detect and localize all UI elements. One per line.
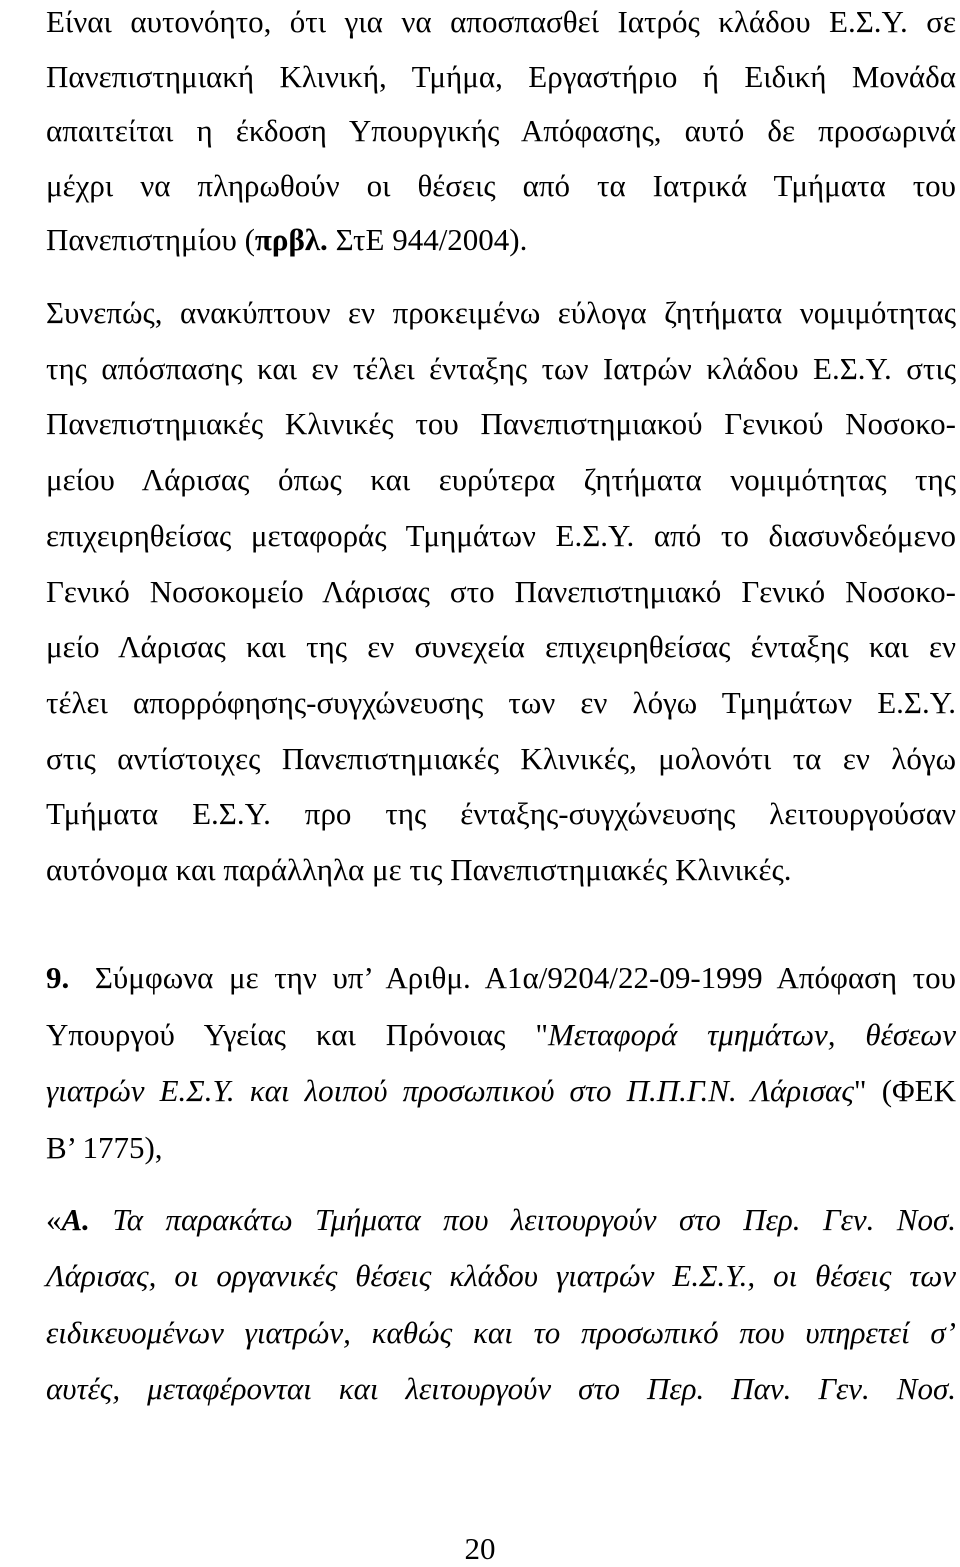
text-segment: ΣτΕ 944/2004). xyxy=(327,222,528,258)
quoted-decision xyxy=(46,1192,956,1417)
numbered-item-9 xyxy=(46,950,956,1177)
text-segment: " (ΦΕΚ xyxy=(853,1073,956,1109)
text-line xyxy=(46,1192,956,1248)
text-line: Συνεπώς, ανακύπτουν εν προκειμένω εύλογα ζητήματα νομιμότητας xyxy=(46,295,956,330)
text-line: στις αντίστοιχες Πανεπιστημιακές Κλινικές, μολονότι τα εν λόγω xyxy=(46,740,956,776)
text-line: μείου Λάρισας όπως και ευρύτερα ζητήματα νομιμότητας της xyxy=(46,462,956,498)
text-segment: Σύμφωνα με την υπ’ Αριθμ. Α1α/9204/22-09-1999 Απόφαση του xyxy=(79,960,956,995)
subsection-label: Α. xyxy=(61,1202,90,1237)
text-line: Είναι αυτονόητο, ότι για να αποσπασθεί Ιατρός κλάδου Ε.Σ.Υ. σε xyxy=(46,4,956,39)
text-line: Λάρισας, οι οργανικές θέσεις κλάδου γιατρών Ε.Σ.Υ., οι θέσεις των xyxy=(46,1258,956,1294)
text-line: της απόσπασης και εν τέλει ένταξης των Ιατρών κλάδου Ε.Σ.Υ. στις xyxy=(46,350,956,386)
text-line xyxy=(46,1063,956,1120)
text-line: τέλει απορρόφησης-συγχώνευσης των εν λόγω Τμημάτων Ε.Σ.Υ. xyxy=(46,684,956,720)
text-line: Πανεπιστημιακή Κλινική, Τμήμα, Εργαστήριο ή Ειδική Μονάδα xyxy=(46,58,956,94)
text-line: επιχειρηθείσας μεταφοράς Τμημάτων Ε.Σ.Υ. από το διασυνδεόμενο xyxy=(46,517,956,553)
text-line: Τμήματα Ε.Σ.Υ. προ της ένταξης-συγχώνευσης λειτουργούσαν xyxy=(46,796,956,832)
text-line xyxy=(46,1007,956,1064)
italic-title: Μεταφορά τμημάτων, θέσεων xyxy=(548,1016,956,1052)
text-line: αυτές, μεταφέρονται και λειτουργούν στο Περ. Παν. Γεν. Νοσ. xyxy=(46,1370,956,1406)
paragraph-legality-issues xyxy=(46,285,956,898)
text-line: μέχρι να πληρωθούν οι θέσεις από τα Ιατρικά Τμήματα του xyxy=(46,167,956,203)
text-line: Γενικό Νοσοκομείο Λάρισας στο Πανεπιστημιακό Γενικό Νοσοκο- xyxy=(46,573,956,609)
text-line: αυτόνομα και παράλληλα με τις Πανεπιστημιακές Κλινικές. xyxy=(46,852,792,888)
text-line xyxy=(46,213,956,268)
text-line xyxy=(46,950,956,1007)
paragraph-secondment-requirement xyxy=(46,0,956,268)
italic-text: Τα παρακάτω Τμήματα που λειτουργούν στο Περ. Γεν. Νοσ. xyxy=(89,1202,956,1237)
text-segment: Υπουργού Υγείας και Πρόνοιας " xyxy=(46,1016,549,1052)
text-line: ειδικευομένων γιατρών, καθώς και το προσωπικό που υπηρετεί σ’ xyxy=(46,1314,956,1350)
text-line: Β’ 1775), xyxy=(46,1130,163,1166)
text-segment: Πανεπιστημίου ( xyxy=(46,222,255,258)
bold-abbreviation: πρβλ. xyxy=(254,222,328,258)
text-line: Πανεπιστημιακές Κλινικές του Πανεπιστημιακού Γενικού Νοσοκο- xyxy=(46,406,956,442)
italic-title: γιατρών Ε.Σ.Υ. και λοιπού προσωπικού στο Π.Π.Γ.Ν. Λάρισας xyxy=(46,1073,854,1109)
text-line: μείο Λάρισας και της εν συνεχεία επιχειρηθείσας ένταξης και εν xyxy=(46,629,956,665)
page-number: 20 xyxy=(464,1531,496,1566)
opening-quote: « xyxy=(46,1202,62,1237)
item-number: 9. xyxy=(46,960,70,995)
text-line: απαιτείται η έκδοση Υπουργικής Απόφασης, αυτό δε προσωρινά xyxy=(46,113,956,149)
